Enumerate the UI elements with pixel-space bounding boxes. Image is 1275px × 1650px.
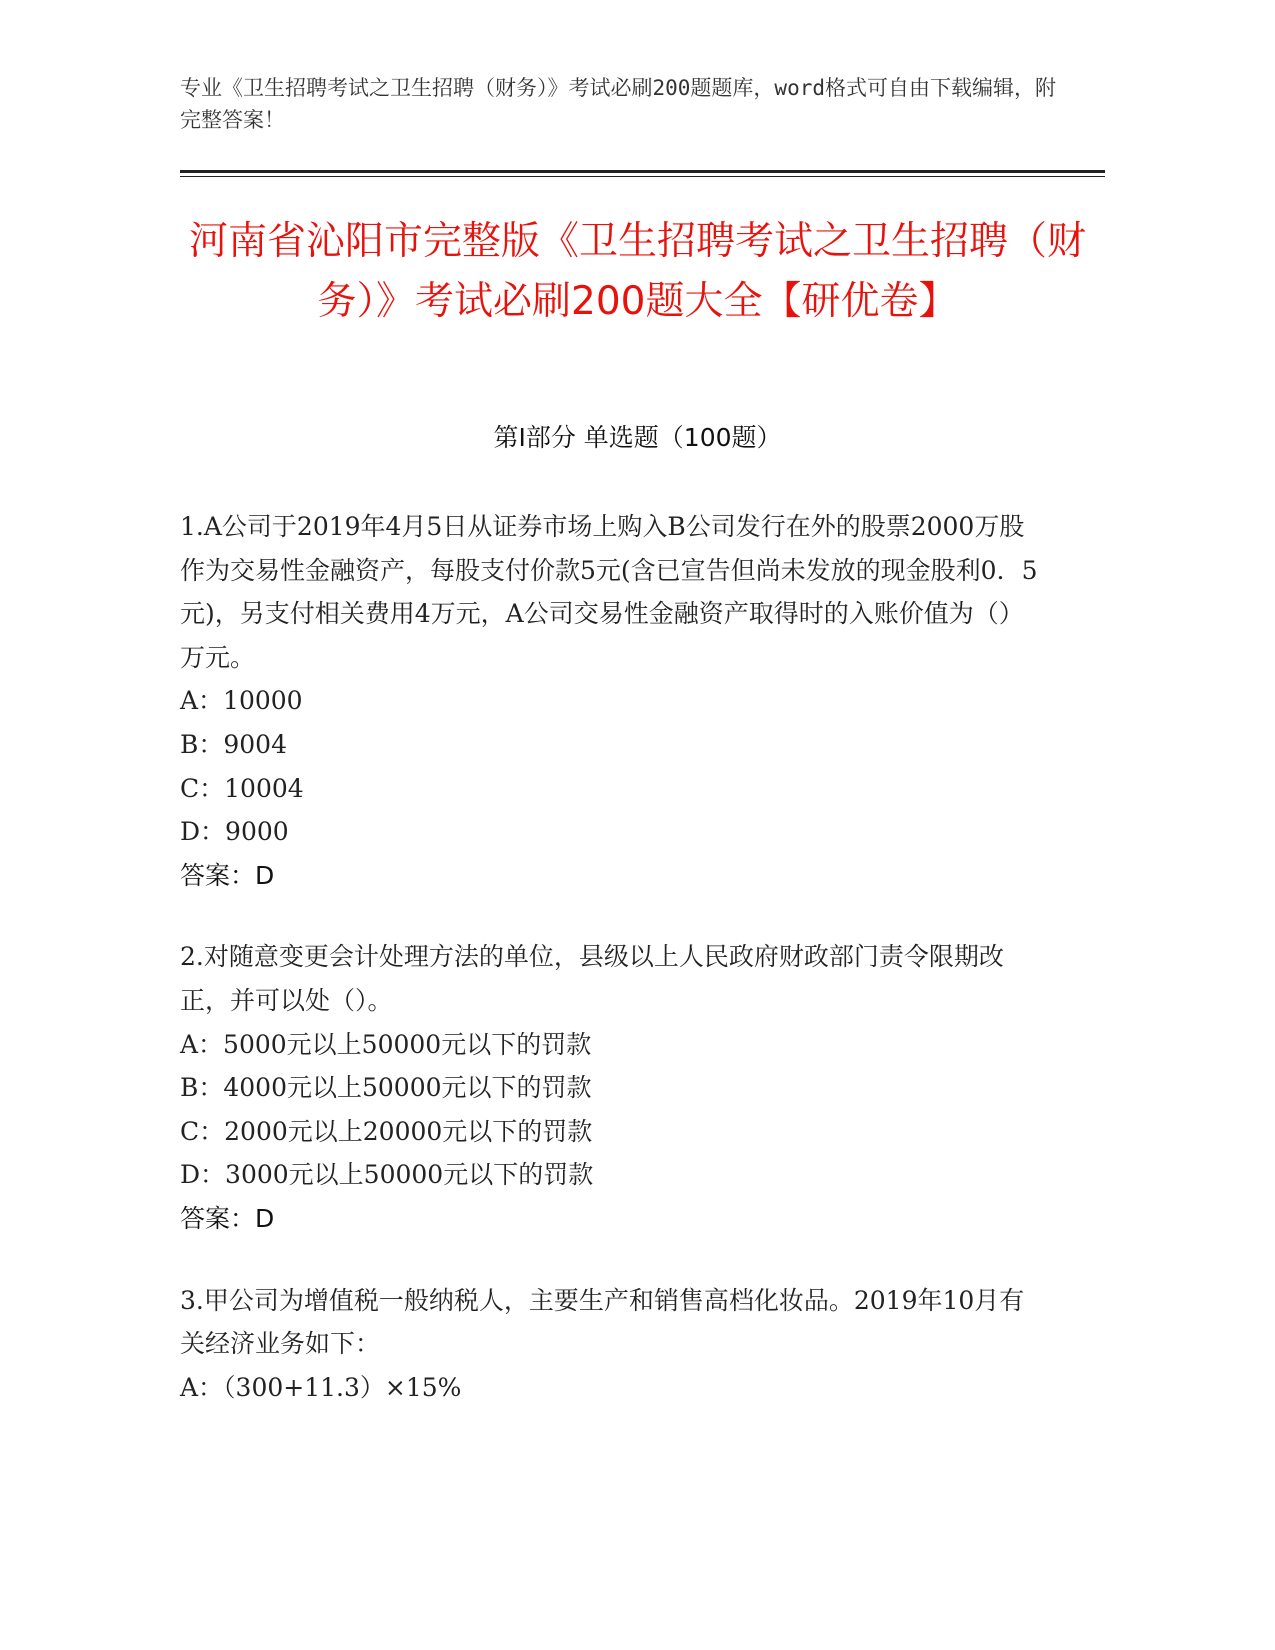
question-stem: 2.对随意变更会计处理方法的单位，县级以上人民政府财政部门责令限期改正，并可以处（）。 [180,942,1004,1015]
option-d: D：9000 [180,817,289,847]
option-c: C：10004 [180,773,304,803]
option-a: A：10000 [180,686,303,716]
option-a: A：（300+11.3）×15% [180,1372,462,1402]
document-title: 河南省沁阳市完整版《卫生招聘考试之卫生招聘（财务）》考试必刷200题大全【研优卷】 [188,219,1086,324]
question-stem: 3.甲公司为增值税一般纳税人，主要生产和销售高档化妆品。2019年10月有关经济业务如下： [180,1285,1025,1359]
question-stem: 1.A公司于2019年4月5日从证券市场上购入B公司发行在外的股票2000万股作为交易性金融资产，每股支付价款5元(含已宣告但尚未发放的现金股利0．5元)，另支付相关费用4万元，A公司交易性金融资产取得时的入账价值为（）万元。 [180,512,1038,672]
option-c: C：2000元以上20000元以下的罚款 [180,1116,593,1146]
option-b: B：4000元以上50000元以下的罚款 [180,1073,592,1103]
question-1 [180,505,1045,897]
section-title: 第Ⅰ部分 单选题（100题） [493,423,782,452]
answer: 答案：D [180,860,275,890]
option-a: A：5000元以上50000元以下的罚款 [180,1029,592,1059]
question-2 [180,935,1045,1240]
question-list [180,505,1045,1447]
header-divider-thick [180,170,1105,173]
answer: 答案：D [180,1203,275,1233]
option-b: B：9004 [180,729,287,759]
option-d: D：3000元以上50000元以下的罚款 [180,1160,594,1190]
question-3 [180,1279,1045,1410]
header-note: 专业《卫生招聘考试之卫生招聘（财务）》考试必刷200题题库，word格式可自由下载编辑，附完整答案！ [180,76,1056,132]
header-divider-thin [180,176,1105,177]
